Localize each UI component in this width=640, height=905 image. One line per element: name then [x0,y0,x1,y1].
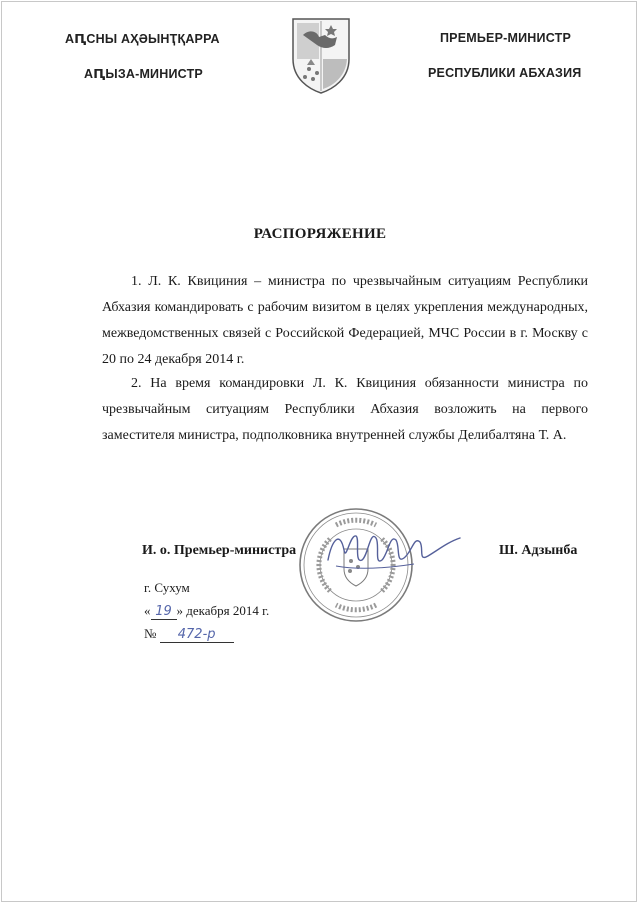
header-left-line2: АԤЫЗА-МИНИСТР [84,67,203,81]
abkhazia-emblem-icon [289,15,353,95]
number-value: 472-р [160,628,234,643]
date-rest: декабря 2014 г. [186,603,270,618]
signature-name: Ш. Адзынба [499,543,578,558]
date-line [144,603,269,620]
signature-position: И. о. Премьер-министра [142,543,297,558]
number-prefix: № [144,626,157,641]
paragraph-2-text: 2. На время командировки Л. К. Квициния обязанности министра по чрезвычайным ситуациям Республики Абхазия возложить на первого заместителя министра, подполковника внутренней службы Делибалтяна Т. А. [102,376,588,443]
handwritten-signature-icon [318,520,468,580]
paragraph-1-text: 1. Л. К. Квициния – министра по чрезвычайным ситуациям Республики Абхазия командировать с рабочим визитом в целях укрепления международных, межведомственных связей с Российской Федерацией, МЧС России в г. Москву с 20 по 24 декабря 2014 г. [102,274,588,367]
date-open-quote: « [144,603,151,618]
date-day: 19 [151,605,177,620]
header-right-line1: ПРЕМЬЕР-МИНИСТР [440,31,571,45]
number-line [144,626,234,643]
document-title: РАСПОРЯЖЕНИЕ [253,226,387,242]
paragraph-2 [102,371,588,449]
date-close-quote: » [176,603,183,618]
header-right-line2: РЕСПУБЛИКИ АБХАЗИЯ [428,66,582,80]
city: г. Сухум [144,580,190,595]
header-left-line1: АԤСНЫ АҲӘЫНҬҚАРРА [65,32,220,46]
paragraph-1 [102,269,588,373]
page-border [1,1,637,902]
